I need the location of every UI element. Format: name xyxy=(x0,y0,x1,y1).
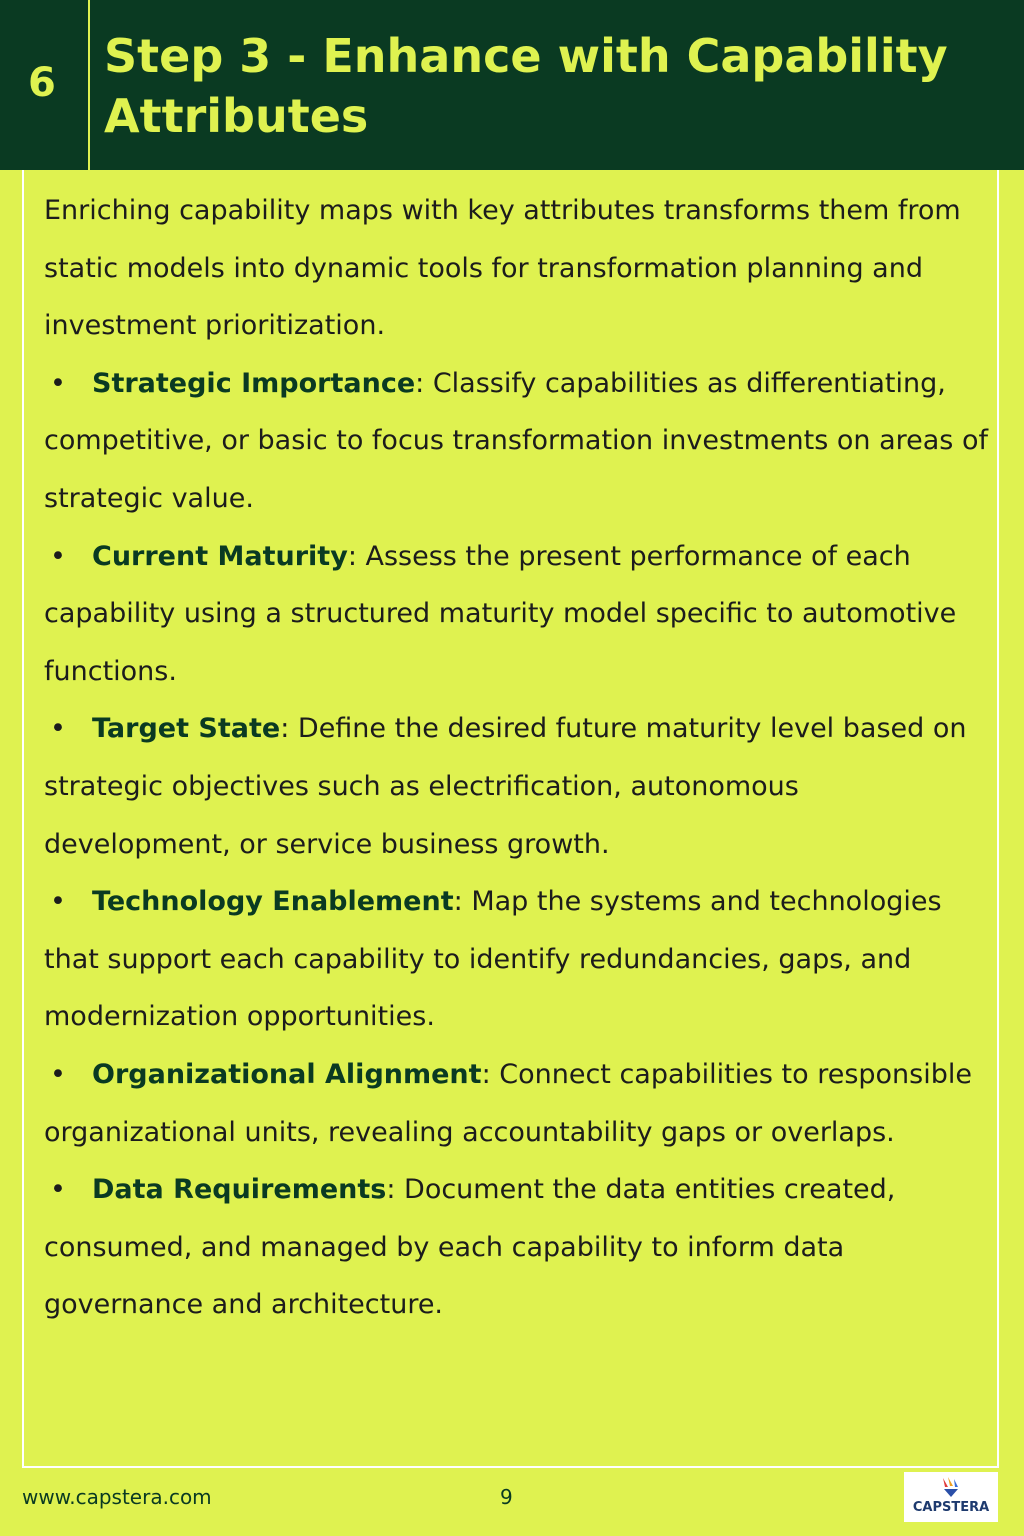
list-item xyxy=(44,1161,994,1334)
item-term: Organizational Alignment xyxy=(92,1058,482,1090)
item-term: Strategic Importance xyxy=(92,367,416,399)
bullet-icon: • xyxy=(50,367,66,399)
footer-website-link[interactable]: www.capstera.com xyxy=(22,1485,212,1509)
list-item xyxy=(44,355,994,528)
bullet-icon: • xyxy=(50,886,66,918)
logo-wordmark: CAPSTERA xyxy=(912,1500,990,1515)
item-text: : Classify capabilities as differentiating, competitive, or basic to focus transformation investments on areas of strategic value. xyxy=(44,367,988,514)
step-number: 6 xyxy=(28,60,56,106)
list-item xyxy=(44,528,994,701)
item-text: : Assess the present performance of each capability using a structured maturity model specific to automotive functions. xyxy=(44,540,957,687)
bullet-icon: • xyxy=(50,1174,66,1206)
intro-paragraph: Enriching capability maps with key attributes transforms them from static models into dynamic tools for transformation planning and investment prioritization. xyxy=(44,195,961,342)
bullet-icon: • xyxy=(50,540,66,572)
header-divider xyxy=(88,0,90,170)
header-bar xyxy=(0,0,1024,170)
page-number: 9 xyxy=(500,1485,513,1509)
page-title: Step 3 - Enhance with Capability Attributes xyxy=(104,29,948,143)
list-item xyxy=(44,1046,994,1161)
item-text: : Define the desired future maturity level based on strategic objectives such as electrification, autonomous development, or service business growth. xyxy=(44,713,967,860)
list-item xyxy=(44,700,994,873)
item-term: Target State xyxy=(92,713,281,745)
item-term: Current Maturity xyxy=(92,540,348,572)
logo-mark-icon xyxy=(940,1475,962,1499)
item-text: : Map the systems and technologies that support each capability to identify redundancies, gaps, and modernization opportunities. xyxy=(44,886,942,1033)
item-text: : Connect capabilities to responsible organizational units, revealing accountability gaps or overlaps. xyxy=(44,1058,972,1148)
bullet-icon: • xyxy=(50,713,66,745)
item-term: Technology Enablement xyxy=(92,886,454,918)
content-body xyxy=(44,182,994,1334)
capstera-logo xyxy=(904,1472,998,1522)
item-term: Data Requirements xyxy=(92,1174,387,1206)
list-item xyxy=(44,873,994,1046)
bullet-icon: • xyxy=(50,1058,66,1090)
item-text: : Document the data entities created, consumed, and managed by each capability to inform data governance and architecture. xyxy=(44,1174,896,1321)
